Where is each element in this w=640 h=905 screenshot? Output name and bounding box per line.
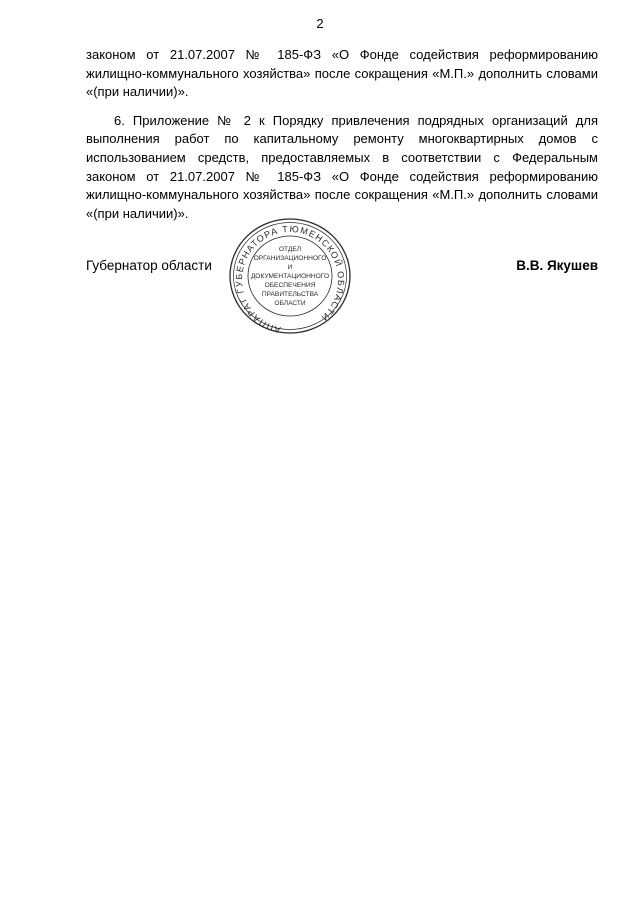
stamp-inner-line: ОБЛАСТИ <box>274 300 306 307</box>
stamp-inner-line: ПРАВИТЕЛЬСТВА <box>261 291 319 298</box>
stamp-inner-line: И <box>287 264 293 271</box>
stamp-inner-text <box>251 246 329 307</box>
signatory-title: Губернатор области <box>86 258 212 273</box>
stamp-inner-line: ОБЕСПЕЧЕНИЯ <box>264 282 316 289</box>
stamp-inner-line: ДОКУМЕНТАЦИОННОГО <box>250 273 330 280</box>
document-body <box>86 46 598 233</box>
paragraph-continuation: законом от 21.07.2007 № 185-ФЗ «О Фонде содействия реформированию жилищно-коммунального хозяйства» после сокращения «М.П.» дополнить словами «(при наличии)». <box>86 47 598 100</box>
stamp-ring-text: АППАРАТ ГУБЕРНАТОРА ТЮМЕНСКОЙ ОБЛАСТИ <box>233 223 347 336</box>
official-stamp <box>224 214 356 338</box>
stamp-inner-line: ОРГАНИЗАЦИОННОГО <box>253 255 327 262</box>
signatory-name: В.В. Якушев <box>516 258 598 273</box>
stamp-seal-icon <box>224 214 356 338</box>
stamp-inner-line: ОТДЕЛ <box>278 246 302 253</box>
paragraph-item-6: 6. Приложение № 2 к Порядку привлечения подрядных организаций для выполнения работ по капитальному ремонту многоквартирных домов с использованием средств, предоставляемых в соответствии с Федеральным законом от 21.07.2007 № 185-ФЗ «О Фонде содействия реформированию жилищно-коммунального хозяйства» после сокращения «М.П.» дополнить словами «(при наличии)». <box>86 112 598 221</box>
page-number: 2 <box>316 16 324 31</box>
